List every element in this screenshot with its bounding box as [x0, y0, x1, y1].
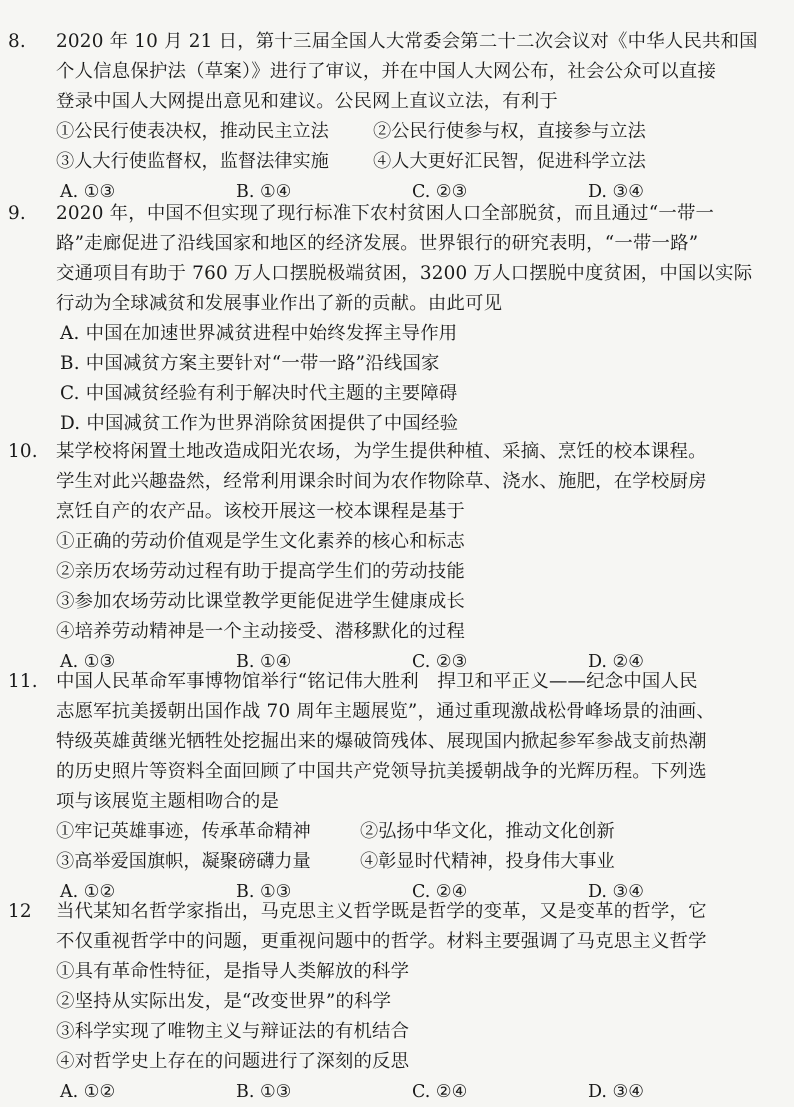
statement-4: ④人大更好汇民智，促进科学立法 [373, 151, 646, 172]
option-a: A. ①③ [60, 182, 116, 202]
question-11 [8, 667, 778, 907]
question-stem-line: 学生对此兴趣盎然，经常利用课余时间为农作物除草、浇水、施肥，在学校厨房 [56, 471, 707, 492]
question-stem-line: 2020 年 10 月 21 日，第十三届全国人大常委会第二十二次会议对《中华人民共和国 [56, 31, 758, 52]
statement-2: ②公民行使参与权，直接参与立法 [373, 121, 646, 142]
question-stem-line: 行动为全球减贫和发展事业作出了新的贡献。由此可见 [56, 293, 503, 314]
question-stem-line: 特级英雄黄继光牺牲处挖掘出来的爆破筒残体、展现国内掀起参军参战支前热潮 [56, 731, 707, 752]
question-number: 8. [8, 31, 26, 52]
statement-row [8, 847, 778, 877]
statement-1: ①牢记英雄事迹，传承革命精神 [56, 821, 311, 842]
option-d: D. ②④ [588, 652, 644, 672]
statement-1: ①正确的劳动价值观是学生文化素养的核心和标志 [56, 531, 465, 552]
question-stem-line: 志愿军抗美援朝出国作战 70 周年主题展览”，通过重现激战松骨峰场景的油画、 [56, 701, 715, 722]
question-stem-line: 路”走廊促进了沿线国家和地区的经济发展。世界银行的研究表明，“一带一路” [56, 233, 699, 254]
statement-row [8, 117, 778, 147]
statement-4: ④对哲学史上存在的问题进行了深刻的反思 [56, 1051, 410, 1072]
question-9 [8, 199, 778, 439]
option-a: A. ①② [60, 882, 116, 902]
question-12 [8, 897, 778, 1107]
option-c: C. ②③ [412, 182, 468, 202]
question-stem-line: 的历史照片等资料全面回顾了中国共产党领导抗美援朝战争的光辉历程。下列选 [56, 761, 707, 782]
question-stem-line: 登录中国人大网提出意见和建议。公民网上直议立法，有利于 [56, 91, 558, 112]
question-stem-line: 2020 年，中国不但实现了现行标准下农村贫困人口全部脱贫，而且通过“一带一 [56, 203, 715, 224]
question-stem-line: 当代某知名哲学家指出，马克思主义哲学既是哲学的变革，又是变革的哲学，它 [56, 901, 707, 922]
question-stem-line: 某学校将闲置土地改造成阳光农场，为学生提供种植、采摘、烹饪的校本课程。 [56, 441, 707, 462]
option-c: C. 中国减贫经验有利于解决时代主题的主要障碍 [60, 383, 458, 404]
option-a: A. 中国在加速世界减贫进程中始终发挥主导作用 [60, 323, 458, 344]
option-c: C. ②④ [412, 1082, 468, 1102]
answer-options [8, 1077, 778, 1107]
statement-2: ②坚持从实际出发，是“改变世界”的科学 [56, 991, 392, 1012]
option-a: A. ①② [60, 1082, 116, 1102]
statement-2: ②弘扬中华文化，推动文化创新 [360, 821, 615, 842]
question-number: 12 [8, 901, 32, 922]
option-a: A. ①③ [60, 652, 116, 672]
statement-1: ①公民行使表决权，推动民主立法 [56, 121, 329, 142]
question-stem-line: 中国人民革命军事博物馆举行“铭记伟大胜利 捍卫和平正义——纪念中国人民 [56, 671, 698, 692]
option-d: D. ③④ [588, 882, 644, 902]
question-stem-line: 个人信息保护法（草案）》进行了审议，并在中国人大网公布，社会公众可以直接 [56, 61, 717, 82]
statement-4: ④培养劳动精神是一个主动接受、潜移默化的过程 [56, 621, 465, 642]
question-10 [8, 437, 778, 677]
question-stem-line: 烹饪自产的农产品。该校开展这一校本课程是基于 [56, 501, 465, 522]
option-c: C. ②④ [412, 882, 468, 902]
statement-3: ③参加农场劳动比课堂教学更能促进学生健康成长 [56, 591, 465, 612]
statement-1: ①具有革命性特征，是指导人类解放的科学 [56, 961, 410, 982]
option-b: B. ①④ [236, 652, 292, 672]
question-number: 11. [8, 671, 38, 692]
question-stem-line: 不仅重视哲学中的问题，更重视问题中的哲学。材料主要强调了马克思主义哲学 [56, 931, 707, 952]
statement-3: ③高举爱国旗帜，凝聚磅礴力量 [56, 851, 311, 872]
statement-row [8, 147, 778, 177]
option-d: D. 中国减贫工作为世界消除贫困提供了中国经验 [60, 413, 459, 434]
option-b: B. ①③ [236, 1082, 292, 1102]
statement-2: ②亲历农场劳动过程有助于提高学生们的劳动技能 [56, 561, 465, 582]
statement-row [8, 817, 778, 847]
question-8 [8, 27, 778, 207]
statement-3: ③科学实现了唯物主义与辩证法的有机结合 [56, 1021, 410, 1042]
statement-4: ④彰显时代精神，投身伟大事业 [360, 851, 615, 872]
option-b: B. 中国减贫方案主要针对“一带一路”沿线国家 [60, 353, 440, 374]
question-number: 9. [8, 203, 26, 224]
option-d: D. ③④ [588, 182, 644, 202]
option-b: B. ①④ [236, 182, 292, 202]
question-stem-line: 交通项目有助于 760 万人口摆脱极端贫困，3200 万人口摆脱中度贫困，中国以实际 [56, 263, 753, 284]
option-c: C. ②③ [412, 652, 468, 672]
option-d: D. ③④ [588, 1082, 644, 1102]
question-number: 10. [8, 441, 38, 462]
question-stem-line: 项与该展览主题相吻合的是 [56, 791, 280, 812]
option-b: B. ①③ [236, 882, 292, 902]
statement-3: ③人大行使监督权，监督法律实施 [56, 151, 329, 172]
